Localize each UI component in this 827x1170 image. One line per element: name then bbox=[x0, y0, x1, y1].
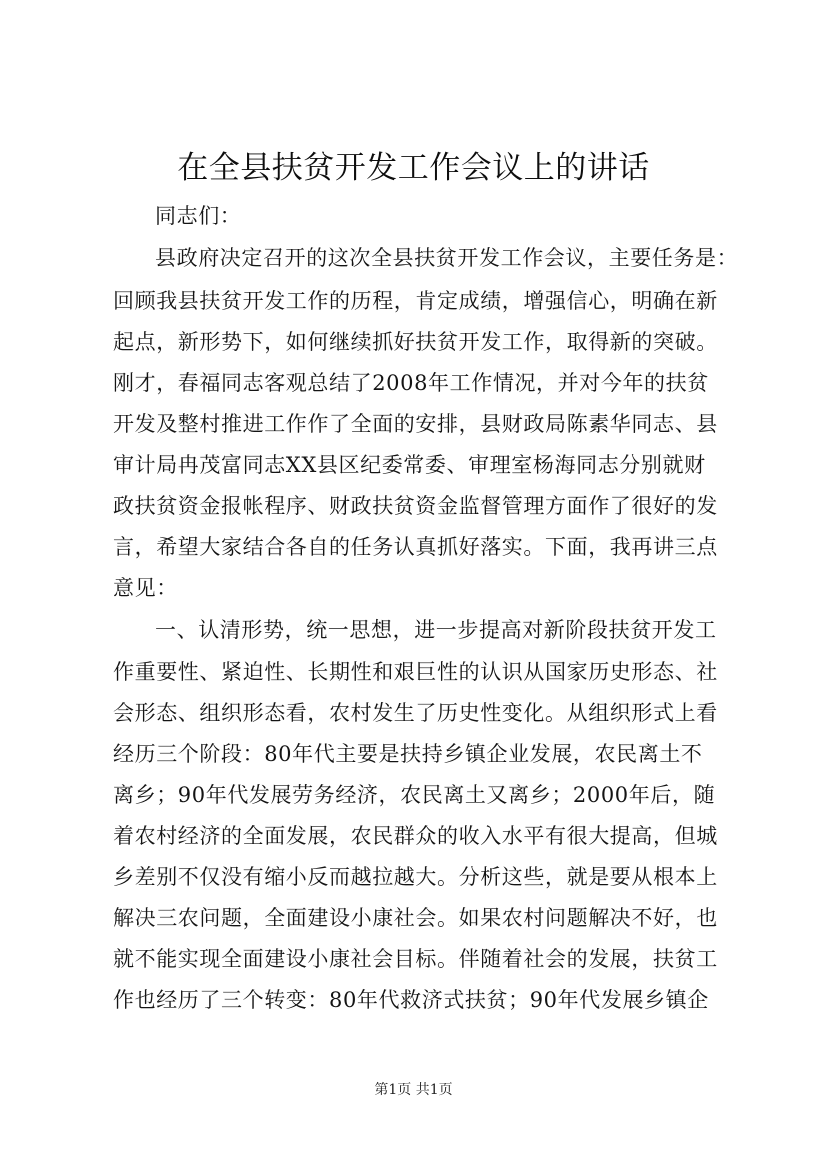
document-title: 在全县扶贫开发工作会议上的讲话 bbox=[177, 150, 650, 186]
body-line: 乡差别不仅没有缩小反而越拉越大。分析这些，就是要从根本上 bbox=[113, 865, 718, 889]
body-line: 县政府决定召开的这次全县扶贫开发工作会议，主要任务是： bbox=[155, 246, 739, 270]
body-line: 离乡；90年代发展劳务经济，农民离土又离乡；2000年后，随 bbox=[113, 783, 716, 807]
body-line: 解决三农问题，全面建设小康社会。如果农村问题解决不好，也 bbox=[113, 906, 718, 930]
body-line: 回顾我县扶贫开发工作的历程，肯定成绩，增强信心，明确在新 bbox=[113, 289, 718, 313]
body-line: 着农村经济的全面发展，农民群众的收入水平有很大提高，但城 bbox=[113, 824, 718, 848]
page-footer: 第1页 共1页 bbox=[374, 1082, 453, 1098]
body-line: 刚才，春福同志客观总结了2008年工作情况，并对今年的扶贫 bbox=[113, 371, 709, 395]
body-line: 就不能实现全面建设小康社会目标。伴随着社会的发展，扶贫工 bbox=[113, 947, 718, 971]
body-line: 言，希望大家结合各自的任务认真抓好落实。下面，我再讲三点 bbox=[113, 535, 718, 559]
body-line: 会形态、组织形态看，农村发生了历史性变化。从组织形式上看 bbox=[113, 701, 718, 725]
body-line: 政扶贫资金报帐程序、财政扶贫资金监督管理方面作了很好的发 bbox=[113, 494, 718, 518]
section-heading-line: 一、认清形势，统一思想，进一步提高对新阶段扶贫开发工 bbox=[155, 618, 717, 642]
salutation-line: 同志们： bbox=[155, 204, 242, 228]
body-line: 审计局冉茂富同志XX县区纪委常委、审理室杨海同志分别就财 bbox=[113, 453, 706, 477]
body-line: 经历三个阶段：80年代主要是扶持乡镇企业发展，农民离土不 bbox=[113, 742, 703, 766]
body-line: 意见： bbox=[113, 576, 178, 600]
body-line: 作也经历了三个转变：80年代救济式扶贫；90年代发展乡镇企 bbox=[113, 988, 709, 1012]
body-line: 作重要性、紧迫性、长期性和艰巨性的认识从国家历史形态、社 bbox=[113, 660, 718, 684]
body-line: 开发及整村推进工作作了全面的安排，县财政局陈素华同志、县 bbox=[113, 412, 718, 436]
body-line: 起点，新形势下，如何继续抓好扶贫开发工作，取得新的突破。 bbox=[113, 330, 718, 354]
